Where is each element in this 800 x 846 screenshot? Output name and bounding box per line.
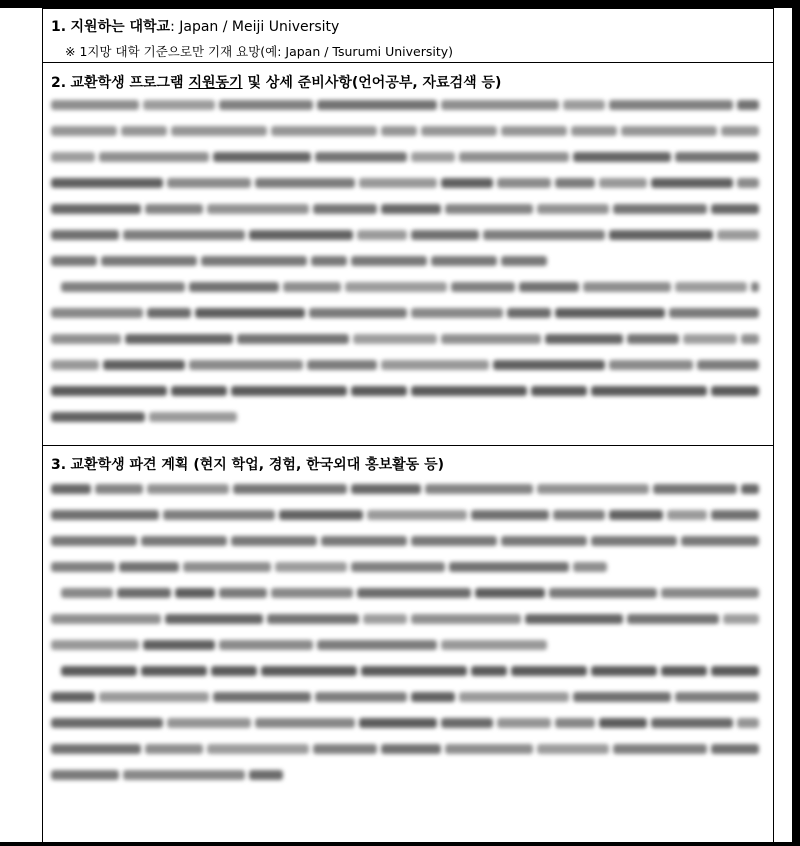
- redacted-text-fragment: [599, 178, 647, 188]
- redacted-text-fragment: [117, 588, 171, 598]
- redacted-text-fragment: [661, 588, 759, 598]
- redacted-text-fragment: [741, 484, 759, 494]
- redacted-text-fragment: [555, 718, 595, 728]
- redacted-text-fragment: [143, 100, 215, 110]
- redacted-text-fragment: [51, 614, 161, 624]
- redacted-text-fragment: [51, 640, 139, 650]
- redacted-text-fragment: [201, 256, 307, 266]
- redacted-text-fragment: [351, 484, 421, 494]
- redacted-text-fragment: [189, 282, 279, 292]
- redacted-text-fragment: [441, 640, 547, 650]
- redacted-text-fragment: [249, 230, 353, 240]
- redacted-text-fragment: [51, 692, 95, 702]
- redacted-text-fragment: [723, 614, 759, 624]
- redacted-text-fragment: [525, 614, 623, 624]
- redacted-text-fragment: [651, 178, 733, 188]
- redacted-text-fragment: [441, 100, 559, 110]
- redacted-text-fragment: [449, 562, 569, 572]
- redacted-text-fragment: [313, 744, 377, 754]
- redacted-text-fragment: [261, 666, 357, 676]
- redacted-text-fragment: [171, 386, 227, 396]
- redacted-text-fragment: [741, 334, 759, 344]
- redacted-text-fragment: [549, 588, 657, 598]
- redacted-text-fragment: [519, 282, 579, 292]
- section-2-title-part2: 및 상세 준비사항(언어공부, 자료검색 등): [242, 75, 502, 91]
- redacted-text-fragment: [613, 744, 707, 754]
- redacted-text-fragment: [271, 126, 377, 136]
- redacted-text-fragment: [51, 126, 117, 136]
- redacted-text-fragment: [441, 178, 493, 188]
- redacted-text-fragment: [61, 282, 185, 292]
- redacted-text-fragment: [353, 334, 437, 344]
- redacted-text-fragment: [51, 770, 119, 780]
- redacted-text-fragment: [145, 204, 203, 214]
- redacted-text-fragment: [421, 126, 497, 136]
- redacted-text-fragment: [537, 204, 609, 214]
- redacted-text-fragment: [441, 718, 493, 728]
- redacted-text-fragment: [219, 100, 313, 110]
- redacted-text-fragment: [125, 334, 233, 344]
- redacted-text-fragment: [147, 484, 229, 494]
- redacted-text-fragment: [167, 718, 251, 728]
- section-1-note: ※ 1지망 대학 기준으로만 기재 요망(예: Japan / Tsurumi University): [65, 44, 454, 59]
- redacted-text-fragment: [531, 386, 587, 396]
- redacted-text-fragment: [51, 510, 159, 520]
- table-top-border: [43, 8, 773, 9]
- redacted-text-fragment: [683, 334, 737, 344]
- redacted-text-fragment: [609, 360, 693, 370]
- redacted-text-fragment: [711, 510, 759, 520]
- redacted-text-fragment: [361, 666, 467, 676]
- redacted-text-fragment: [571, 126, 617, 136]
- redacted-text-fragment: [231, 386, 347, 396]
- redacted-text-fragment: [255, 718, 355, 728]
- redacted-text-fragment: [621, 126, 717, 136]
- redacted-text-fragment: [123, 770, 245, 780]
- application-form-table: [42, 8, 774, 842]
- redacted-text-fragment: [555, 308, 665, 318]
- redacted-text-fragment: [627, 614, 719, 624]
- redacted-text-fragment: [545, 334, 623, 344]
- redacted-text-fragment: [213, 152, 311, 162]
- redacted-text-fragment: [675, 692, 759, 702]
- redacted-text-fragment: [445, 204, 533, 214]
- section-1-number: 1.: [51, 19, 67, 35]
- redacted-text-fragment: [51, 718, 163, 728]
- redacted-text-fragment: [165, 614, 263, 624]
- redacted-text-fragment: [563, 100, 605, 110]
- redacted-text-fragment: [51, 256, 97, 266]
- redacted-text-fragment: [309, 308, 407, 318]
- redacted-text-fragment: [501, 536, 587, 546]
- redacted-text-fragment: [381, 126, 417, 136]
- redacted-text-fragment: [99, 692, 209, 702]
- redacted-text-fragment: [675, 152, 759, 162]
- redacted-text-fragment: [143, 640, 215, 650]
- redacted-text-fragment: [591, 536, 677, 546]
- redacted-text-fragment: [213, 692, 311, 702]
- redacted-text-fragment: [321, 536, 407, 546]
- section-divider-1: [43, 62, 773, 63]
- redacted-text-fragment: [317, 100, 437, 110]
- redacted-text-fragment: [507, 308, 551, 318]
- redacted-text-fragment: [501, 126, 567, 136]
- redacted-text-fragment: [751, 282, 759, 292]
- redacted-text-fragment: [573, 152, 671, 162]
- redacted-text-fragment: [211, 666, 257, 676]
- redacted-text-fragment: [175, 588, 215, 598]
- redacted-text-fragment: [61, 666, 137, 676]
- redacted-text-fragment: [51, 152, 95, 162]
- redacted-text-fragment: [51, 308, 143, 318]
- redacted-text-fragment: [651, 718, 733, 728]
- redacted-text-fragment: [219, 640, 313, 650]
- redacted-text-fragment: [183, 562, 271, 572]
- redacted-text-fragment: [307, 360, 377, 370]
- redacted-text-fragment: [363, 614, 407, 624]
- redacted-text-fragment: [445, 744, 533, 754]
- redacted-text-fragment: [351, 386, 407, 396]
- section-1-value: : Japan / Meiji University: [170, 19, 340, 35]
- redacted-text-fragment: [425, 484, 533, 494]
- section-2-title-underlined: 지원동기: [188, 75, 243, 91]
- redacted-text-fragment: [583, 282, 671, 292]
- redacted-text-fragment: [591, 386, 707, 396]
- redacted-text-fragment: [411, 614, 521, 624]
- redacted-text-fragment: [609, 100, 733, 110]
- redacted-text-fragment: [275, 562, 347, 572]
- redacted-text-fragment: [103, 360, 185, 370]
- redacted-text-fragment: [145, 744, 203, 754]
- redacted-text-fragment: [315, 692, 407, 702]
- redacted-text-fragment: [737, 718, 759, 728]
- redacted-text-fragment: [207, 744, 309, 754]
- redacted-text-fragment: [411, 308, 503, 318]
- redacted-text-fragment: [613, 204, 707, 214]
- redacted-text-fragment: [501, 256, 547, 266]
- redacted-text-fragment: [99, 152, 209, 162]
- redacted-text-fragment: [471, 666, 507, 676]
- redacted-text-fragment: [357, 588, 471, 598]
- redacted-text-fragment: [711, 204, 759, 214]
- redacted-text-fragment: [271, 588, 353, 598]
- redacted-text-fragment: [675, 282, 747, 292]
- redacted-text-fragment: [163, 510, 275, 520]
- redacted-text-fragment: [255, 178, 355, 188]
- redacted-text-fragment: [357, 230, 407, 240]
- redacted-text-fragment: [667, 510, 707, 520]
- redacted-text-fragment: [141, 666, 207, 676]
- redacted-text-fragment: [279, 510, 363, 520]
- redacted-text-fragment: [411, 536, 497, 546]
- redacted-text-fragment: [189, 360, 303, 370]
- redacted-text-fragment: [149, 412, 237, 422]
- redacted-text-fragment: [697, 360, 759, 370]
- redacted-text-fragment: [537, 484, 649, 494]
- section-2-number: 2.: [51, 75, 67, 91]
- redacted-text-fragment: [313, 204, 377, 214]
- redacted-text-fragment: [431, 256, 497, 266]
- redacted-text-fragment: [95, 484, 143, 494]
- redacted-text-fragment: [51, 536, 137, 546]
- redacted-text-fragment: [459, 152, 569, 162]
- redacted-text-fragment: [51, 484, 91, 494]
- redacted-text-fragment: [101, 256, 197, 266]
- redacted-text-fragment: [737, 178, 759, 188]
- redacted-text-fragment: [553, 510, 605, 520]
- redacted-text-fragment: [381, 360, 489, 370]
- redacted-text-fragment: [367, 510, 467, 520]
- redacted-text-fragment: [283, 282, 341, 292]
- redacted-text-fragment: [537, 744, 609, 754]
- redacted-text-fragment: [267, 614, 359, 624]
- redacted-text-fragment: [451, 282, 515, 292]
- redacted-text-fragment: [411, 386, 527, 396]
- redacted-text-fragment: [51, 100, 139, 110]
- redacted-text-fragment: [219, 588, 267, 598]
- redacted-text-fragment: [475, 588, 545, 598]
- redacted-text-fragment: [573, 692, 671, 702]
- redacted-text-fragment: [711, 744, 759, 754]
- redacted-text-fragment: [51, 204, 141, 214]
- redacted-text-fragment: [411, 152, 455, 162]
- section-2-heading: [51, 72, 501, 92]
- redacted-text-fragment: [669, 308, 759, 318]
- redacted-text-fragment: [359, 718, 437, 728]
- redacted-text-fragment: [121, 126, 167, 136]
- redacted-text-fragment: [511, 666, 587, 676]
- redacted-text-fragment: [609, 230, 713, 240]
- redacted-text-fragment: [441, 334, 541, 344]
- redacted-text-fragment: [345, 282, 447, 292]
- redacted-text-fragment: [51, 178, 163, 188]
- redacted-text-fragment: [315, 152, 407, 162]
- redacted-text-fragment: [249, 770, 283, 780]
- redacted-text-fragment: [317, 640, 437, 650]
- section-3-title: 교환학생 파견 계획 (현지 학업, 경험, 한국외대 홍보활동 등): [70, 457, 444, 473]
- section-3-number: 3.: [51, 457, 67, 473]
- redacted-text-fragment: [231, 536, 317, 546]
- redacted-text-fragment: [51, 386, 167, 396]
- redacted-text-fragment: [51, 230, 119, 240]
- redacted-text-fragment: [141, 536, 227, 546]
- redacted-text-fragment: [661, 666, 707, 676]
- redacted-text-fragment: [591, 666, 657, 676]
- redacted-text-fragment: [51, 744, 141, 754]
- redacted-text-fragment: [555, 178, 595, 188]
- redacted-text-fragment: [711, 666, 759, 676]
- redacted-text-fragment: [483, 230, 605, 240]
- document-page: [0, 8, 792, 842]
- section-divider-2: [43, 445, 773, 446]
- redacted-text-fragment: [627, 334, 679, 344]
- redacted-text-fragment: [351, 562, 445, 572]
- redacted-text-fragment: [573, 562, 607, 572]
- section-1-label: 지원하는 대학교: [70, 19, 171, 35]
- redacted-text-fragment: [123, 230, 245, 240]
- redacted-text-fragment: [497, 718, 551, 728]
- redacted-text-fragment: [51, 360, 99, 370]
- redacted-text-fragment: [311, 256, 347, 266]
- redacted-text-fragment: [381, 744, 441, 754]
- redacted-text-fragment: [147, 308, 191, 318]
- redacted-text-fragment: [653, 484, 737, 494]
- redacted-text-fragment: [471, 510, 549, 520]
- redacted-text-fragment: [119, 562, 179, 572]
- redacted-text-fragment: [51, 412, 145, 422]
- redacted-text-fragment: [721, 126, 759, 136]
- redacted-text-fragment: [737, 100, 759, 110]
- redacted-text-fragment: [359, 178, 437, 188]
- redacted-text-fragment: [493, 360, 605, 370]
- redacted-text-fragment: [711, 386, 759, 396]
- redacted-text-fragment: [51, 334, 121, 344]
- redacted-text-fragment: [233, 484, 347, 494]
- redacted-text-fragment: [61, 588, 113, 598]
- redacted-text-fragment: [717, 230, 759, 240]
- redacted-text-fragment: [237, 334, 349, 344]
- redacted-text-fragment: [351, 256, 427, 266]
- redacted-text-fragment: [411, 230, 479, 240]
- redacted-text-fragment: [195, 308, 305, 318]
- redacted-text-fragment: [207, 204, 309, 214]
- redacted-text-fragment: [459, 692, 569, 702]
- redacted-text-fragment: [381, 204, 441, 214]
- redacted-text-fragment: [171, 126, 267, 136]
- section-1-heading: [51, 16, 339, 36]
- redacted-text-fragment: [497, 178, 551, 188]
- redacted-text-fragment: [51, 562, 115, 572]
- redacted-text-fragment: [411, 692, 455, 702]
- section-2-title-part1: 교환학생 프로그램: [70, 75, 189, 91]
- redacted-text-fragment: [609, 510, 663, 520]
- redacted-text-fragment: [167, 178, 251, 188]
- section-3-heading: [51, 454, 444, 474]
- redacted-text-fragment: [681, 536, 759, 546]
- redacted-text-fragment: [599, 718, 647, 728]
